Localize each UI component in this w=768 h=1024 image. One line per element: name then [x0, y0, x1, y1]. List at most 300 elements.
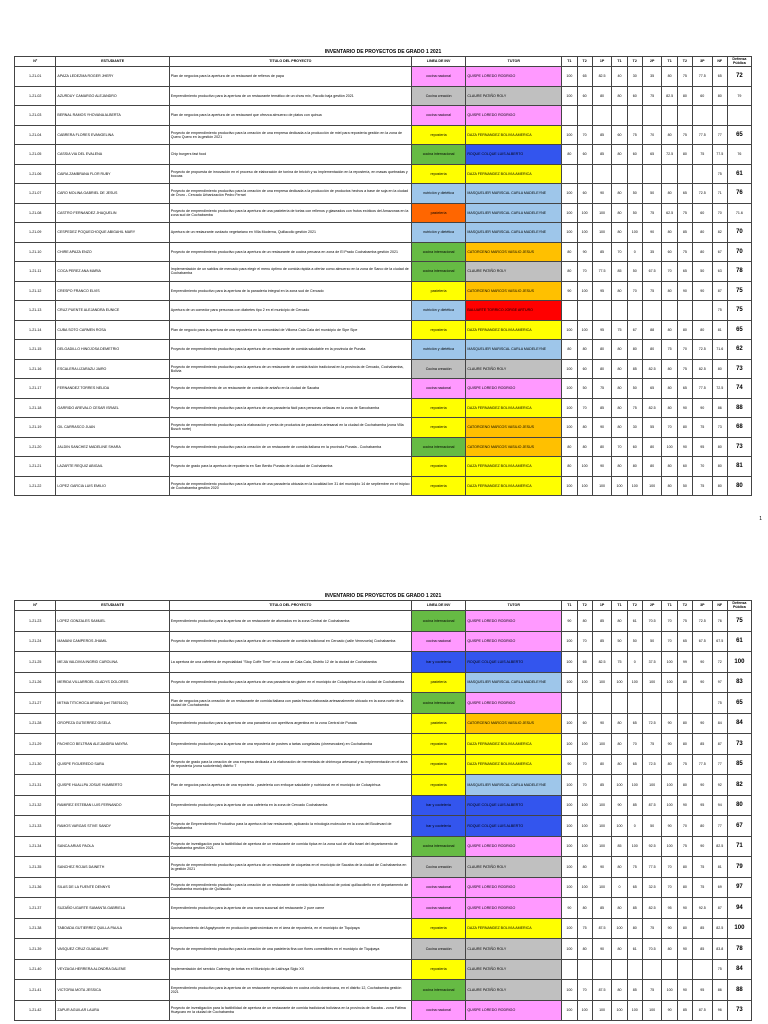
cell-grade: 100 — [577, 1000, 592, 1021]
cell-defensa: 70 — [727, 223, 751, 243]
cell-grade: 100 — [562, 203, 577, 223]
cell-defensa: 68 — [727, 418, 751, 438]
cell-est: OROPEZA GUTIERREZ GISELA — [56, 713, 169, 734]
cell-tut: CLAURE PATIÑO ROLY — [466, 262, 562, 282]
cell-n: 1-21-32 — [15, 795, 56, 816]
cell-tut: DAZA FERNANDEZ BOLIVIA AMERICA — [466, 754, 562, 775]
cell-tit: Plan de negocios para la creación de un restaurante de comida italiana con pasta fresca elaborada artesanalmente ubicado en la zona norte de la ciudad de Cochabamba — [169, 693, 411, 714]
cell-grade — [662, 301, 677, 321]
cell-grade: 87.5 — [592, 980, 612, 1001]
cell-lin: repostería — [411, 476, 466, 496]
cell-tut: DAZA FERNANDEZ BOLIVIA AMERICA — [466, 320, 562, 340]
cell-defensa: 75 — [727, 301, 751, 321]
cell-tit: Chip burgers fast food — [169, 145, 411, 165]
cell-grade: 70 — [577, 262, 592, 282]
cell-est: CRUZ PUENTE ALEJANDRA EUNICE — [56, 301, 169, 321]
table-row — [15, 418, 752, 438]
cell-grade: 75 — [712, 959, 727, 980]
column-header: TITULO DEL PROYECTO — [169, 601, 411, 611]
cell-grade: 100 — [662, 836, 677, 857]
cell-grade: 0 — [627, 242, 642, 262]
cell-grade: 75 — [677, 242, 692, 262]
cell-tut: CLAURE PATIÑO ROLY — [466, 959, 562, 980]
cell-est: CESPEDEZ POQUECHOQUE ABIGAHIL MARY — [56, 223, 169, 243]
cell-defensa: 70 — [727, 242, 751, 262]
column-header: LINEA DE INV — [411, 57, 466, 67]
cell-grade: 81 — [712, 320, 727, 340]
cell-tut: CLAURE PATIÑO ROLY — [466, 980, 562, 1001]
cell-grade: 50 — [627, 184, 642, 204]
cell-n: 1-21-09 — [15, 223, 56, 243]
cell-tit: Proyecto de emprendimiento productivo para la apertura de un restaurante de cocina peruana en zona de El Prado Cochabamba gestión 2021 — [169, 242, 411, 262]
cell-tut: ROQUE COLQUE LUIS ALBERTO — [466, 795, 562, 816]
table-row — [15, 398, 752, 418]
cell-est: VICTORIA MOTA JESSICA — [56, 980, 169, 1001]
cell-grade: 80 — [677, 86, 692, 106]
cell-tut: CATORCENO MARCOS VASILIO JESUS — [466, 713, 562, 734]
cell-grade: 60 — [612, 125, 627, 145]
cell-tut: QUISPE LOREDO RODRIGO — [466, 379, 562, 399]
cell-grade: 50 — [577, 379, 592, 399]
cell-tut: DAZA FERNANDEZ BOLIVIA AMERICA — [466, 398, 562, 418]
cell-grade: 0 — [627, 652, 642, 673]
cell-grade: 72.5 — [692, 340, 712, 360]
cell-grade: 80 — [677, 918, 692, 939]
cell-grade: 80 — [612, 898, 627, 919]
cell-est: LOPEZ GARCIA LUIS EMILIO — [56, 476, 169, 496]
cell-tit: Apertura de un comedor para personas con diabetes tipo 2 en el municipio de Cercado — [169, 301, 411, 321]
cell-n: 1-21-23 — [15, 611, 56, 632]
cell-lin: repostería — [411, 754, 466, 775]
cell-grade: 70 — [577, 398, 592, 418]
cell-grade: 67.5 — [642, 262, 662, 282]
cell-grade: 85 — [592, 242, 612, 262]
cell-grade: 92.5 — [642, 836, 662, 857]
cell-grade: 70 — [577, 754, 592, 775]
cell-n: 1-21-16 — [15, 359, 56, 379]
cell-grade: 90 — [662, 734, 677, 755]
cell-grade: 87 — [712, 281, 727, 301]
cell-grade: 80 — [562, 340, 577, 360]
column-header: LINEA DE INV — [411, 601, 466, 611]
cell-lin: bar y coctelería — [411, 795, 466, 816]
cell-est: MITMA TITICHOCA ARIANA (cel 75876102) — [56, 693, 169, 714]
cell-n: 1-21-24 — [15, 631, 56, 652]
cell-grade: 35 — [642, 242, 662, 262]
cell-n: 1-21-06 — [15, 164, 56, 184]
cell-grade: 80 — [612, 223, 627, 243]
table-row — [15, 816, 752, 837]
cell-lin: nutrición y dietética — [411, 184, 466, 204]
cell-grade: 85 — [592, 898, 612, 919]
cell-grade: 80 — [677, 775, 692, 796]
cell-grade: 82 — [712, 223, 727, 243]
cell-grade: 85 — [627, 980, 642, 1001]
cell-n: 1-21-41 — [15, 980, 56, 1001]
cell-grade: 77.5 — [692, 379, 712, 399]
cell-grade: 82.5 — [592, 67, 612, 87]
cell-grade: 90 — [692, 672, 712, 693]
cell-grade: 70 — [612, 242, 627, 262]
cell-grade: 82.5 — [692, 359, 712, 379]
cell-grade: 73 — [712, 418, 727, 438]
cell-lin: repostería — [411, 320, 466, 340]
cell-grade: 65 — [677, 631, 692, 652]
cell-grade: 90 — [677, 795, 692, 816]
cell-grade: 85 — [627, 795, 642, 816]
cell-tit: Plan de negocios para la apertura de un restaurant de refieros de papa — [169, 67, 411, 87]
cell-n: 1-21-31 — [15, 775, 56, 796]
cell-n: 1-21-19 — [15, 418, 56, 438]
cell-grade: 97 — [712, 672, 727, 693]
table-row — [15, 795, 752, 816]
cell-grade: 70 — [577, 125, 592, 145]
cell-tit: Apertura de un restaurante ovolacto vegetariano en Villa Moderna, Quillacollo gestión 2021 — [169, 223, 411, 243]
cell-grade: 75 — [677, 359, 692, 379]
cell-lin: cocina internacional — [411, 242, 466, 262]
column-header: T1 — [562, 57, 577, 67]
cell-tit: Proyecto de emprendimiento productivo para la creación de una empresa dedicada a la producción de miel para repostería gestión en la zona de Quero Quero en la gestión 2021 — [169, 125, 411, 145]
cell-grade: 90 — [677, 898, 692, 919]
cell-lin: Cocina creación — [411, 86, 466, 106]
cell-grade: 90 — [692, 836, 712, 857]
table-row — [15, 106, 752, 126]
cell-grade: 100 — [627, 672, 642, 693]
cell-grade: 100 — [627, 775, 642, 796]
cell-grade: 80 — [612, 611, 627, 632]
cell-tit: Aprovechamiento del Agaylynonte en producción gastronómicas en el área de repostería, en el municipio de Tiquipaya — [169, 918, 411, 939]
cell-grade — [692, 301, 712, 321]
cell-grade: 100 — [577, 816, 592, 837]
cell-grade: 100 — [562, 476, 577, 496]
column-header: T2 — [677, 601, 692, 611]
table-row — [15, 457, 752, 477]
cell-grade: 75 — [712, 301, 727, 321]
cell-grade: 76 — [712, 611, 727, 632]
cell-grade: 72.5 — [642, 713, 662, 734]
cell-grade — [662, 164, 677, 184]
cell-grade: 80 — [662, 125, 677, 145]
cell-grade: 50 — [627, 631, 642, 652]
table-row — [15, 959, 752, 980]
cell-tut: QUISPE LOREDO RODRIGO — [466, 106, 562, 126]
cell-grade: 92 — [712, 775, 727, 796]
cell-lin: Cocina creación — [411, 857, 466, 878]
cell-grade: 82.5 — [712, 836, 727, 857]
header-row — [15, 601, 752, 611]
cell-tit: Emprendimiento productivo para la apertura de un restaurante especializado en cocina criolla dominicana, en el distrito 12, Cochabamba gestión 2021 — [169, 980, 411, 1001]
cell-grade: 86 — [712, 980, 727, 1001]
cell-grade — [677, 693, 692, 714]
cell-grade — [677, 959, 692, 980]
cell-grade — [562, 693, 577, 714]
cell-est: APAZA LEDEZMA ROGER JHERY — [56, 67, 169, 87]
cell-est: MAMANI CAMPEROS JHAMIL — [56, 631, 169, 652]
cell-grade — [642, 301, 662, 321]
cell-grade: 70 — [712, 203, 727, 223]
table-row — [15, 877, 752, 898]
cell-tut: QUISPE LOREDO RODRIGO — [466, 693, 562, 714]
cell-est: LOPEZ GONZALES SAMUEL — [56, 611, 169, 632]
cell-grade: 80 — [662, 67, 677, 87]
cell-grade: 100 — [562, 223, 577, 243]
cell-tit: Proyecto de emprendimiento productivo para la apertura de una panadería ubicada en la localidad km 31 del municipio 14 de septiembre en el trópico de Cochabamba gestión 2020 — [169, 476, 411, 496]
cell-tut: MASQUELIER MARISCAL CARLA MADELEYNE — [466, 340, 562, 360]
cell-grade — [562, 106, 577, 126]
cell-est: SANCA ARIAS PAOLA — [56, 836, 169, 857]
cell-grade: 100 — [662, 795, 677, 816]
cell-grade: 90 — [692, 775, 712, 796]
cell-n: 1-21-25 — [15, 652, 56, 673]
cell-defensa: 100 — [727, 918, 751, 939]
cell-tut: CLAURE PATIÑO ROLY — [466, 857, 562, 878]
cell-grade: 72.5 — [712, 379, 727, 399]
table-row — [15, 379, 752, 399]
cell-tut: DAZA FERNANDEZ BOLIVIA AMERICA — [466, 164, 562, 184]
cell-grade: 79 — [727, 86, 751, 106]
cell-grade: 82.5 — [662, 86, 677, 106]
cell-grade: 80 — [562, 457, 577, 477]
cell-est: LAZARTE REQUIZ ABIGAIL — [56, 457, 169, 477]
cell-grade: 65 — [642, 379, 662, 399]
cell-grade: 80 — [692, 320, 712, 340]
cell-grade: 85 — [592, 125, 612, 145]
cell-grade — [592, 164, 612, 184]
cell-est: RAMIREZ ESTEBAN LUIS FERNANDO — [56, 795, 169, 816]
cell-grade: 67.5 — [712, 631, 727, 652]
cell-grade: 95 — [592, 320, 612, 340]
cell-grade: 37.5 — [642, 652, 662, 673]
cell-grade: 70 — [662, 877, 677, 898]
cell-grade: 65 — [677, 184, 692, 204]
cell-grade: 90 — [562, 611, 577, 632]
column-header: T1 — [562, 601, 577, 611]
cell-grade: 80 — [662, 398, 677, 418]
cell-grade: 80 — [712, 359, 727, 379]
cell-tut: MASQUELIER MARISCAL CARLA MADELEYNE — [466, 672, 562, 693]
cell-grade: 75 — [642, 980, 662, 1001]
column-header: NF — [712, 601, 727, 611]
cell-grade: 100 — [577, 795, 592, 816]
cell-grade: 85 — [592, 631, 612, 652]
cell-grade: 80 — [712, 437, 727, 457]
cell-grade: 60 — [577, 145, 592, 165]
cell-tut: ROQUE COLQUE LUIS ALBERTO — [466, 652, 562, 673]
cell-grade — [627, 164, 642, 184]
cell-lin: cocina nacional — [411, 106, 466, 126]
cell-lin: cocina internacional — [411, 437, 466, 457]
cell-grade: 100 — [562, 816, 577, 837]
cell-grade: 75 — [642, 86, 662, 106]
cell-est: TABOADA GUTIERREZ QUILLA PAULA — [56, 918, 169, 939]
cell-lin: cocina internacional — [411, 836, 466, 857]
cell-grade: 60 — [577, 713, 592, 734]
cell-est: DELGADILLO HINOJOSA DEMETRIO — [56, 340, 169, 360]
cell-tit: Proyecto de emprendimiento productivo para la apertura de un restaurante de cóquetas en el municipio de Sacaba de la ciudad de Cochabamba en la gestión 2021 — [169, 857, 411, 878]
cell-est: CARO MOLINA GABRIEL DE JESUS — [56, 184, 169, 204]
cell-grade: 90 — [662, 1000, 677, 1021]
cell-tit: Proyecto de emprendimiento productivo para la creación de una empresa dedicada a la producción de productos hechos a base de soja en la ciudad de Oruro - Cercado Urbanización Pedro Ferrari — [169, 184, 411, 204]
table-row — [15, 340, 752, 360]
cell-grade: 90 — [677, 398, 692, 418]
cell-defensa: 80 — [727, 795, 751, 816]
cell-grade: 80 — [677, 877, 692, 898]
cell-grade: 100 — [562, 652, 577, 673]
cell-grade: 75 — [692, 857, 712, 878]
cell-grade — [692, 693, 712, 714]
cell-n: 1-21-22 — [15, 476, 56, 496]
table-row — [15, 939, 752, 960]
cell-defensa: 73 — [727, 1000, 751, 1021]
cell-grade: 80 — [562, 242, 577, 262]
cell-defensa: 88 — [727, 980, 751, 1001]
cell-grade: 80 — [562, 145, 577, 165]
cell-tut: DAZA FERNANDEZ BOLIVIA AMERICA — [466, 125, 562, 145]
cell-n: 1-21-29 — [15, 734, 56, 755]
cell-lin: nutrición y dietética — [411, 301, 466, 321]
cell-grade: 100 — [562, 359, 577, 379]
cell-lin: pastelería — [411, 713, 466, 734]
cell-tit: Proyecto de emprendimiento productivo para la creación de un restaurante de comida típica tradicional de potosí quillacolleño en el departamento de Cochabamba municipio de Quillacollo — [169, 877, 411, 898]
page-number: 1 — [759, 516, 762, 522]
cell-tut: QUISPE LOREDO RODRIGO — [466, 898, 562, 919]
cell-grade: 70 — [677, 816, 692, 837]
cell-grade — [662, 693, 677, 714]
cell-grade: 65 — [642, 145, 662, 165]
column-header: TITULO DEL PROYECTO — [169, 57, 411, 67]
cell-defensa: 71 — [727, 836, 751, 857]
cell-grade: 85 — [692, 939, 712, 960]
cell-grade: 100 — [562, 980, 577, 1001]
cell-grade — [577, 164, 592, 184]
cell-est: RAMOS VARGAS STIVE SANDY — [56, 816, 169, 837]
column-header: ESTUDIANTE — [56, 601, 169, 611]
cell-grade: 85 — [592, 775, 612, 796]
cell-defensa: 88 — [727, 398, 751, 418]
cell-grade: 100 — [612, 816, 627, 837]
cell-grade: 100 — [577, 836, 592, 857]
cell-n: 1-21-26 — [15, 672, 56, 693]
cell-grade: 90 — [692, 281, 712, 301]
cell-grade: 90 — [592, 457, 612, 477]
cell-grade: 100 — [577, 203, 592, 223]
cell-grade: 81 — [712, 857, 727, 878]
cell-grade: 90 — [662, 816, 677, 837]
cell-grade — [592, 106, 612, 126]
inventory-page-1 — [14, 48, 752, 496]
cell-defensa: 80 — [727, 476, 751, 496]
cell-grade: 80 — [677, 320, 692, 340]
cell-est: CASSIA VIA DEL EVALENA — [56, 145, 169, 165]
cell-grade: 65 — [577, 652, 592, 673]
cell-lin: pastelería — [411, 281, 466, 301]
cell-grade: 100 — [592, 223, 612, 243]
cell-n: 1-21-30 — [15, 754, 56, 775]
cell-grade: 70 — [642, 125, 662, 145]
cell-grade: 100 — [577, 672, 592, 693]
cell-tut: CATORCENO MARCOS VASILIO JESUS — [466, 418, 562, 438]
cell-grade: 67 — [712, 242, 727, 262]
cell-tut: DAZA FERNANDEZ BOLIVIA AMERICA — [466, 457, 562, 477]
cell-grade: 100 — [592, 816, 612, 837]
cell-grade — [677, 106, 692, 126]
cell-grade: 100 — [592, 877, 612, 898]
cell-grade: 80 — [662, 184, 677, 204]
cell-lin: repostería — [411, 398, 466, 418]
cell-defensa: 67 — [727, 816, 751, 837]
cell-grade: 90 — [662, 713, 677, 734]
cell-grade: 80 — [592, 437, 612, 457]
cell-grade — [692, 164, 712, 184]
cell-grade: 75 — [677, 611, 692, 632]
cell-tit: Implementación del servicio Catering de tortas en el Municipio de Lakhuya Siglo XX — [169, 959, 411, 980]
cell-grade: 80 — [592, 754, 612, 775]
column-header: 1P — [592, 601, 612, 611]
cell-grade: 77.5 — [692, 754, 712, 775]
cell-grade: 80 — [612, 340, 627, 360]
cell-est: SILAS DE LA FUENTE DENNYS — [56, 877, 169, 898]
cell-n: 1-21-15 — [15, 340, 56, 360]
cell-grade: 87 — [712, 734, 727, 755]
cell-grade: 90 — [692, 652, 712, 673]
cell-grade — [562, 959, 577, 980]
cell-grade: 80 — [577, 437, 592, 457]
cell-lin: Cocina creación — [411, 939, 466, 960]
cell-tit: Proyecto de emprendimiento productivo para la creación de un restaurante de comida italiana en la provincia Punata - Cochabamba — [169, 437, 411, 457]
cell-n: 1-21-18 — [15, 398, 56, 418]
cell-grade: 60 — [627, 86, 642, 106]
cell-defensa: 75 — [727, 611, 751, 632]
cell-grade: 80 — [662, 754, 677, 775]
cell-est: CRESPO FRANCO ELVIS — [56, 281, 169, 301]
cell-defensa: 73 — [727, 359, 751, 379]
cell-grade — [577, 959, 592, 980]
cell-grade: 100 — [577, 457, 592, 477]
cell-grade: 100 — [562, 125, 577, 145]
cell-grade: 92.5 — [692, 898, 712, 919]
cell-grade: 88 — [642, 320, 662, 340]
table-row — [15, 734, 752, 755]
cell-grade: 75 — [692, 877, 712, 898]
cell-grade: 80 — [642, 457, 662, 477]
cell-grade: 60 — [692, 86, 712, 106]
cell-tit: Proyecto de emprendimiento productivo para la creación de una pastelería fina con flores comestibles en el municipio de Tiquipaya — [169, 939, 411, 960]
cell-grade: 100 — [562, 836, 577, 857]
cell-grade: 32.5 — [642, 877, 662, 898]
cell-defensa: 97 — [727, 877, 751, 898]
cell-defensa: 78 — [727, 939, 751, 960]
cell-grade: 100 — [562, 734, 577, 755]
cell-grade: 94 — [712, 795, 727, 816]
table-row — [15, 693, 752, 714]
cell-grade: 80 — [612, 418, 627, 438]
cell-grade: 71.6 — [712, 340, 727, 360]
cell-grade — [677, 301, 692, 321]
cell-est: CABRERA FLORES EVANGELINA — [56, 125, 169, 145]
cell-grade: 100 — [662, 672, 677, 693]
cell-tit: Proyecto de emprendimiento productivo para la apertura de una panadería sin gluten en el municipio de Colcapirhua en la ciudad de Cochabamba — [169, 672, 411, 693]
cell-tut: DAZA FERNANDEZ BOLIVIA AMERICA — [466, 734, 562, 755]
cell-tut: MASQUELIER MARISCAL CARLA MADELEYNE — [466, 184, 562, 204]
cell-grade: 75 — [692, 145, 712, 165]
cell-defensa: 74 — [727, 379, 751, 399]
cell-grade: 60 — [577, 184, 592, 204]
cell-grade: 75 — [577, 918, 592, 939]
cell-grade: 100 — [662, 437, 677, 457]
cell-grade — [662, 959, 677, 980]
cell-grade: 90 — [677, 980, 692, 1001]
cell-defensa: 62 — [727, 340, 751, 360]
